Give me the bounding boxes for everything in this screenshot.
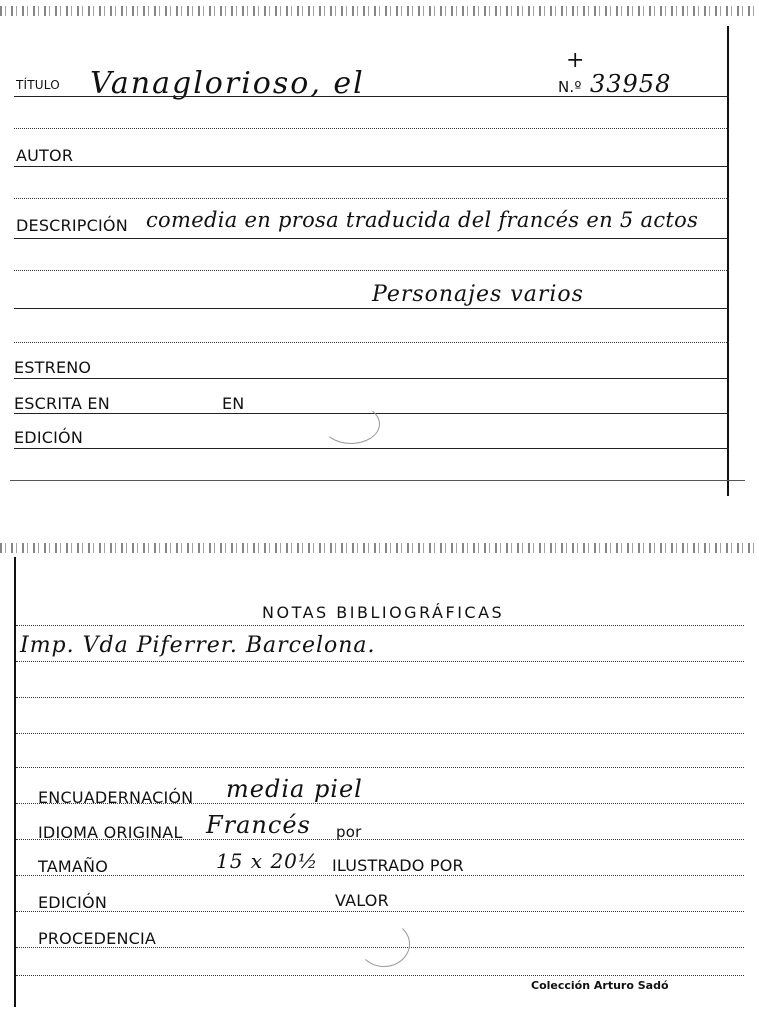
rule [16, 733, 744, 734]
rule [14, 198, 729, 199]
valor-label: VALOR [335, 891, 389, 910]
autor-label: AUTOR [16, 146, 74, 165]
ilustrado-label: ILUSTRADO POR [332, 856, 464, 875]
descripcion-label: DESCRIPCIÓN [16, 216, 128, 235]
rule [16, 767, 744, 768]
catalog-card-bottom [0, 535, 759, 1028]
en-label: EN [222, 394, 245, 413]
descripcion-rule [14, 238, 729, 239]
card-top-edge [0, 6, 759, 16]
titulo-label: TÍTULO [16, 78, 60, 92]
edicion-label: EDICIÓN [14, 428, 84, 447]
tamano-label: TAMAÑO [38, 857, 108, 876]
ink-stamp-mark [322, 404, 380, 444]
rule [16, 875, 744, 876]
rule [16, 839, 744, 840]
notas-title: NOTAS BIBLIOGRÁFICAS [262, 603, 505, 622]
idioma-value: Francés [206, 811, 311, 839]
procedencia-label: PROCEDENCIA [38, 929, 157, 948]
notas-value: Imp. Vda Piferrer. Barcelona. [20, 633, 376, 658]
rule [16, 697, 744, 698]
edicion-rule [14, 448, 729, 449]
estreno-label: ESTRENO [14, 358, 92, 377]
estreno-rule [14, 378, 729, 379]
edicion-label-bottom: EDICIÓN [38, 893, 108, 912]
rule [14, 128, 729, 129]
rule [16, 803, 744, 804]
rule [14, 270, 729, 271]
descripcion-value-line2: Personajes varios [372, 282, 584, 307]
titulo-value: Vanaglorioso, el [90, 66, 365, 101]
idioma-label: IDIOMA ORIGINAL [38, 823, 183, 842]
catalog-card-top [0, 0, 759, 500]
encuadernacion-value: media piel [226, 775, 363, 803]
rule [16, 625, 744, 626]
numero-mark: + [566, 48, 586, 73]
ink-stamp-mark [358, 921, 410, 967]
titulo-rule [14, 96, 729, 97]
numero-value: 33958 [590, 70, 672, 98]
card-bottom-edge [10, 480, 745, 481]
numero-label: N.º [558, 78, 582, 96]
collection-credit: Colección Arturo Sadó [531, 979, 669, 992]
rule [16, 975, 744, 976]
rule [16, 661, 744, 662]
tamano-value: 15 x 20½ [216, 849, 319, 873]
escrita-en-label: ESCRITA EN [14, 394, 110, 413]
card-bottom-top-edge [0, 543, 759, 553]
descripcion-value-line1: comedia en prosa traducida del francés en 5 actos [146, 208, 699, 232]
por-label: por [336, 823, 362, 841]
autor-rule [14, 166, 729, 167]
rule [14, 342, 729, 343]
rule [16, 911, 744, 912]
encuadernacion-label: ENCUADERNACIÓN [38, 788, 194, 807]
rule [14, 308, 729, 309]
